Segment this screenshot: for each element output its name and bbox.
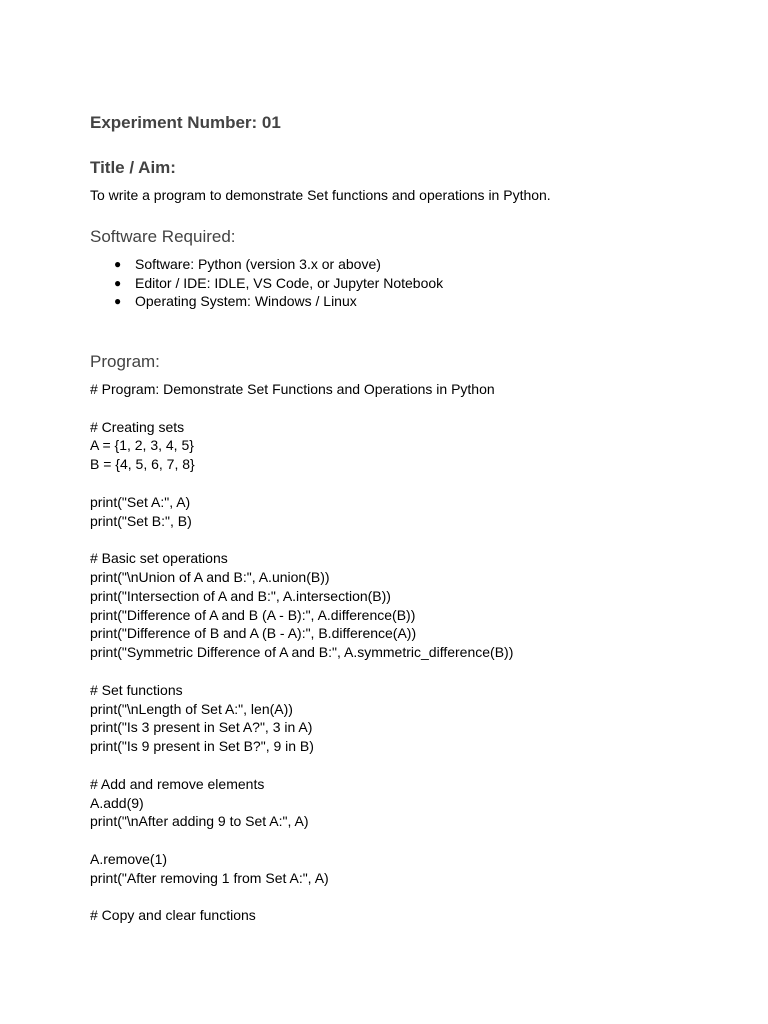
code-line: print("Difference of B and A (B - A):", B.difference(A)) [90, 625, 417, 642]
program-heading: Program: [90, 352, 160, 371]
code-line: print("Symmetric Difference of A and B:", A.symmetric_difference(B)) [90, 644, 514, 661]
code-line: # Add and remove elements [90, 775, 265, 792]
code-line [90, 399, 513, 418]
code-line: print("\nAfter adding 9 to Set A:", A) [90, 813, 309, 830]
code-line: # Set functions [90, 681, 183, 698]
program-code-block [90, 380, 513, 925]
bullet-icon: ● [114, 294, 122, 309]
code-line: print("Set A:", A) [90, 493, 191, 510]
experiment-number-heading: Experiment Number: 01 [90, 113, 281, 132]
code-line [90, 756, 513, 775]
software-required-heading: Software Required: [90, 227, 236, 246]
code-line: A.add(9) [90, 794, 144, 811]
software-list [90, 255, 443, 311]
code-line: print("\nUnion of A and B:", A.union(B)) [90, 568, 330, 585]
code-line [90, 888, 513, 907]
code-line: print("Set B:", B) [90, 512, 192, 529]
code-line: print("Is 3 present in Set A?", 3 in A) [90, 719, 313, 736]
software-item-text: Editor / IDE: IDLE, VS Code, or Jupyter Notebook [135, 274, 444, 291]
code-line: A = {1, 2, 3, 4, 5} [90, 437, 194, 454]
code-line: A.remove(1) [90, 850, 168, 867]
bullet-icon: ● [114, 275, 122, 290]
code-line: # Copy and clear functions [90, 907, 256, 924]
software-item-text: Operating System: Windows / Linux [135, 293, 357, 310]
aim-text: To write a program to demonstrate Set functions and operations in Python. [90, 187, 551, 203]
code-line: B = {4, 5, 6, 7, 8} [90, 456, 195, 473]
code-line: print("After removing 1 from Set A:", A) [90, 869, 329, 886]
code-line: print("Is 9 present in Set B?", 9 in B) [90, 738, 314, 755]
software-list-item [90, 292, 443, 311]
code-line [90, 530, 513, 549]
code-line: # Program: Demonstrate Set Functions and Operations in Python [90, 381, 495, 397]
code-line: print("Intersection of A and B:", A.intersection(B)) [90, 587, 391, 604]
title-aim-heading: Title / Aim: [90, 158, 176, 177]
code-line [90, 831, 513, 850]
code-line: # Creating sets [90, 418, 185, 435]
software-list-item [90, 255, 443, 274]
software-list-item [90, 274, 443, 293]
code-line: print("Difference of A and B (A - B):", A.difference(B)) [90, 606, 416, 623]
bullet-icon: ● [114, 257, 122, 271]
software-item-text: Software: Python (version 3.x or above) [135, 256, 381, 272]
code-line [90, 474, 513, 493]
code-line: # Basic set operations [90, 550, 228, 567]
code-line [90, 662, 513, 681]
code-line: print("\nLength of Set A:", len(A)) [90, 700, 293, 717]
